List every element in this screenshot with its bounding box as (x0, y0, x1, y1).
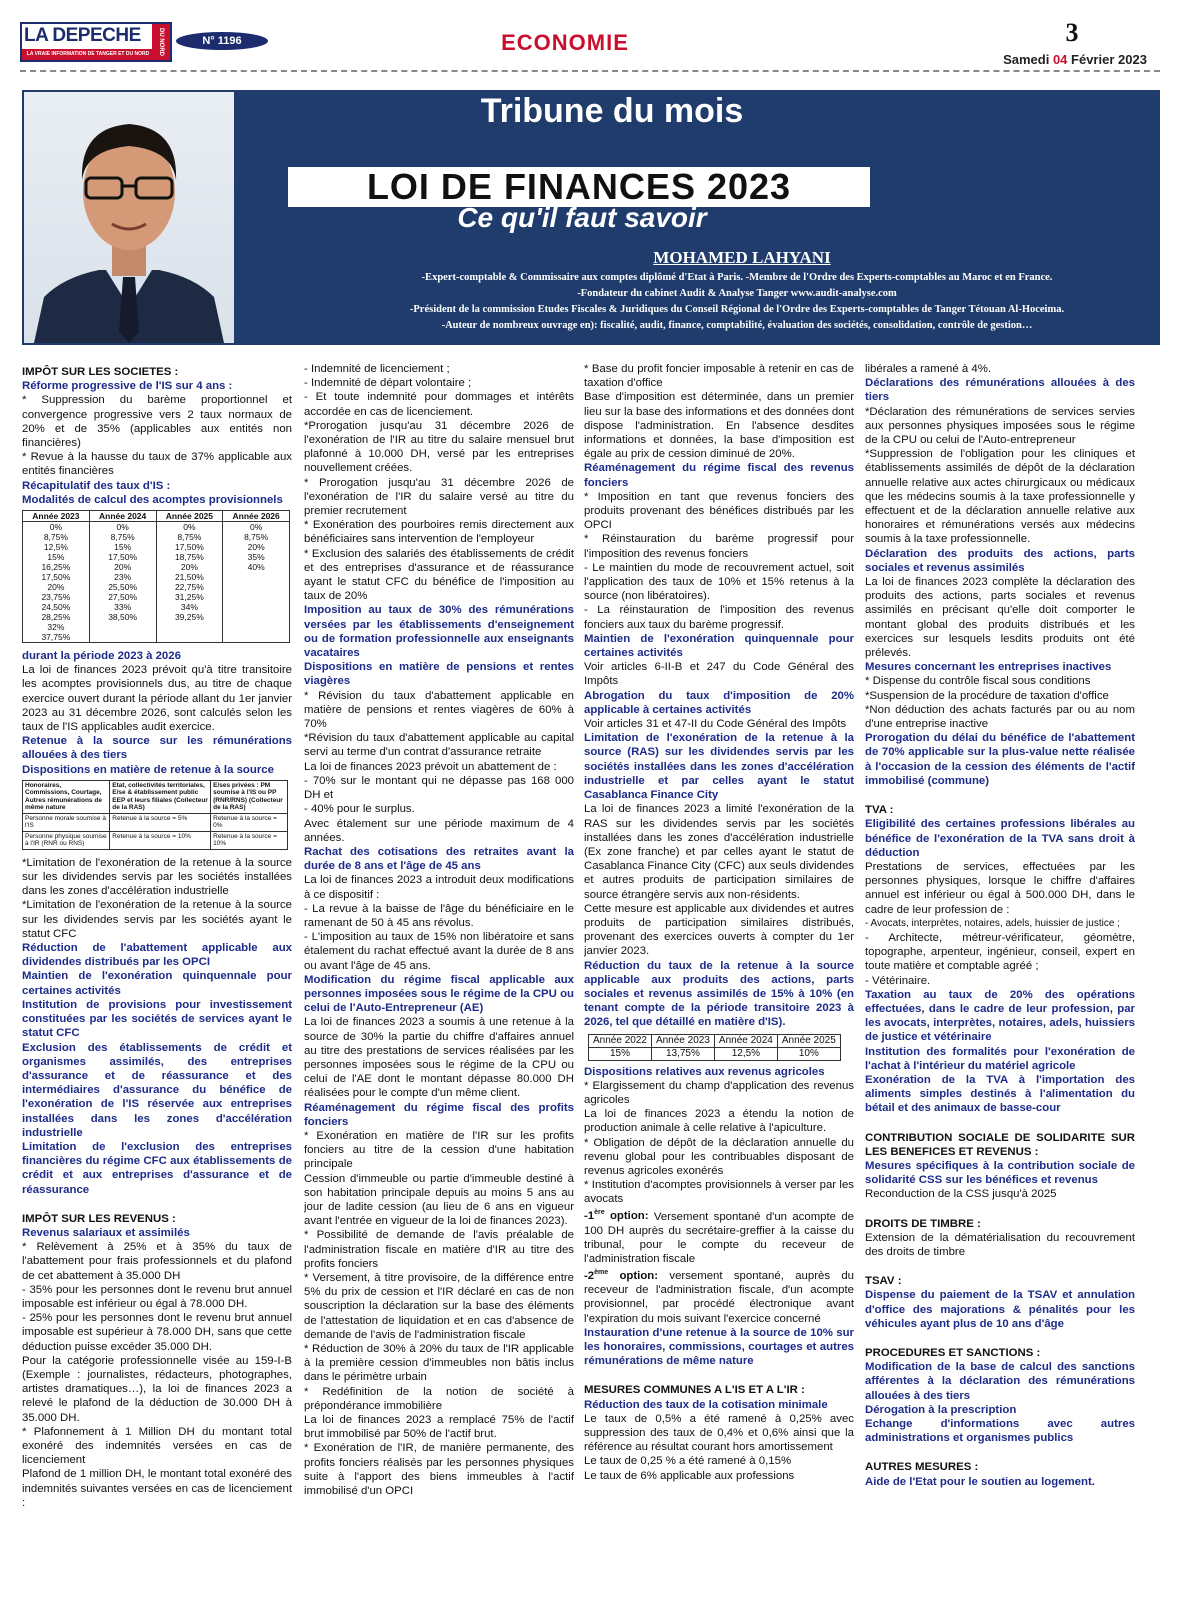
paragraph: La loi de finances 2023 a introduit deux modifications à ce dispositif : (304, 874, 574, 901)
logo-text: LA DEPECHE (24, 25, 141, 46)
bold-point: Mesures spécifiques à la contribution sociale de solidarité CSS sur les bénéfices et revenus (865, 1159, 1135, 1187)
paragraph: * Relèvement à 25% et à 35% du taux de l'abattement pour frais professionnels et du plafond de cet abattement à 35.000 DH (22, 1241, 292, 1282)
table-cell: 0% 8,75% 20% 35% 40% (223, 522, 290, 643)
paragraph: *Révision du taux d'abattement applicable au capital servi au terme d'un contrat d'assurance retraite (304, 732, 574, 759)
paragraph: *Déclaration des rémunérations de services servies aux personnes physiques imposées sous le régime de la CPU ou celui de l'Auto-entrepreneur (865, 405, 1135, 447)
paragraph: * Réduction de 30% à 20% du taux de l'IR applicable à la première cession d'immeubles non bâtis inclus dans le périmètre urbain (304, 1343, 574, 1384)
paragraph: * Possibilité de demande de l'avis préalable de l'administration fiscale en matière d'IR au titre des profits fonciers (304, 1229, 574, 1270)
paragraph: - 35% pour les personnes dont le revenu brut annuel imposable est inférieur ou égal à 78.000 DH. (22, 1283, 292, 1310)
table-cell: Retenue à la source = 0% (211, 813, 288, 831)
paragraph: * Plafonnement à 1 Million DH du montant total exonéré des indemnités versées en cas de licenciement (22, 1425, 292, 1467)
section-heading: CONTRIBUTION SOCIALE DE SOLIDARITE SUR LES BENEFICES ET REVENUS : (865, 1131, 1135, 1158)
paragraph: Cette mesure est applicable aux dividendes et autres produits de participation similaires distribués, provenant des exercices ouverts à compter du 1er janvier 2023. (584, 902, 854, 958)
author-name: MOHAMED LAHYANI (653, 248, 831, 267)
table-row (23, 813, 288, 831)
option-num: -2 (584, 1269, 595, 1282)
paragraph: Pour la catégorie professionnelle visée au 159-I-B (Exemple : journalistes, rédacteurs, photographes, artistes dramatiques…), la loi de finances 2023 a relevé le plafond de la déduction de 30.000 DH à 35.000 DH. (22, 1354, 292, 1424)
bold-point: Imposition au taux de 30% des rémunérations versées par les établissements d'enseignement ou de formation professionnelle aux enseignants vacataires (304, 604, 574, 660)
paragraph: - Indemnité de licenciement ; (304, 363, 450, 375)
bold-point: Maintien de l'exonération quinquennale pour certaines activités (584, 632, 854, 660)
author-credential: -Auteur de nombreux ouvrage en): fiscalité, audit, finance, comptabilité, évaluation des sociétés, consolidation, contrôle de gestion… (441, 320, 1033, 331)
paragraph: * Imposition en tant que revenus fonciers des produits provenant des bénéfices distribués par les OPCI (584, 490, 854, 532)
paragraph: * Révision du taux d'abattement applicable en matière de pensions et rentes viagères de 60% à 70% (304, 689, 574, 731)
paragraph: Voir articles 31 et 47-II du Code Général des Impôts (584, 718, 847, 731)
option-label: option: (608, 1269, 659, 1282)
table-header: Année 2024 (714, 1034, 777, 1047)
bold-point: Echange d'informations avec autres administrations et organismes publics (865, 1418, 1135, 1445)
bold-point: Modification du régime fiscal applicable aux personnes imposées sous le régime de la CPU ou celui de l'Auto-Entrepreneur (AE) (304, 973, 574, 1015)
paragraph: * Exonération de l'IR, de manière permanente, des profits fonciers réalisés par les personnes physiques suite à l'apport des biens immeubles à l'actif immobilisé d'un OPCI (304, 1442, 574, 1498)
paragraph: La loi de finances 2023 complète la déclaration des produits des actions, parts sociales et revenus assimilés en précisant qu'elle doit comporter le montant global des produits distribués et les exercices sur lesquels lesdits produits ont été prélevés. (865, 576, 1135, 660)
paragraph: - Avocats, interprètes, notaires, adels, huissier de justice ; (865, 917, 1120, 929)
table-header: Année 2023 (651, 1034, 714, 1047)
subheading: Revenus salariaux et assimilés (22, 1226, 190, 1239)
paragraph: *Suspension de la procédure de taxation d'office (865, 689, 1109, 702)
paragraph: * Versement, à titre provisoire, de la différence entre 5% du prix de cession et l'IR déclaré en cas de non souscription la déclaration sur la base des éléments de l'attestation de liquidation et en cas d'absence de demande de l'avis de l'administration fiscale (304, 1272, 574, 1341)
bold-point: Eligibilité des certaines professions libérales au bénéfice de l'exonération de la TVA sans droit à déduction (865, 818, 1135, 859)
paragraph: * Revue à la hausse du taux de 37% applicable aux entités financières (22, 451, 292, 478)
article-column-1 (22, 362, 292, 1594)
table-cell: 12,5% (714, 1047, 777, 1060)
paragraph: * Dispense du contrôle fiscal sous conditions (865, 675, 1091, 688)
table-header: Année 2022 (589, 1034, 652, 1047)
table-row (589, 1047, 841, 1060)
bold-point: Dispense du paiement de la TSAV et annulation d'office des majorations & pénalités pour les véhicules ayant plus de 10 ans d'âge (865, 1289, 1135, 1330)
subheading: Dispositions en matière de retenue à la source (22, 763, 274, 776)
paragraph: La loi de finances 2023 prévoit un abattement de : (304, 760, 557, 773)
table-cell: Retenue à la source = 10% (211, 831, 288, 849)
section-heading: IMPÔT SUR LES SOCIETES : (22, 366, 179, 378)
date-day: Samedi (1003, 52, 1050, 67)
option-1 (584, 1207, 854, 1267)
bold-point: Modification de la base de calcul des sanctions afférentes à la déclaration des rémunérations allouées à des tiers (865, 1361, 1135, 1402)
paragraph: *Non déduction des achats facturés par ou au nom d'une entreprise inactive (865, 703, 1135, 731)
bold-point: Limitation de l'exclusion des entreprises financières du régime CFC aux établissements de crédit et aux entreprises d'assurance et de réassurance (22, 1140, 292, 1196)
date-num: 04 (1052, 52, 1068, 67)
paragraph: - 70% sur le montant qui ne dépasse pas 168 000 DH et (304, 774, 574, 802)
article-column-4 (865, 362, 1135, 1594)
paragraph: *Limitation de l'exonération de la retenue à la source sur les dividendes servis par les sociétés installées dans les zones d'accélération industrielle (22, 856, 292, 898)
paragraph: - Et toute indemnité pour dommages et intérêts accordée en cas de licenciement. (304, 391, 574, 418)
author-photo (24, 92, 234, 343)
bold-point: Limitation de l'exonération de la retenue à la source (RAS) sur les dividendes servis par les sociétés installées dans les zones d'accélération industrielle et par celles ayant le statut Casablanca Finance City (584, 732, 854, 802)
paragraph: * Redéfinition de la notion de société à prépondérance immobilière (304, 1385, 574, 1412)
dashed-divider (20, 70, 1160, 72)
bold-point: Institution de provisions pour investissement constituées par les sociétés de services ayant le statut CFC (22, 998, 292, 1040)
paragraph: Extension de la dématérialisation du recouvrement des droits de timbre (865, 1231, 1135, 1258)
subheading: Modalités de calcul des acomptes provisionnels (22, 493, 283, 506)
author-credential: -Expert-comptable & Commissaire aux comptes diplômé d'Etat à Paris. -Membre de l'Ordre des Experts-comptables au Maroc et en France. (421, 272, 1053, 283)
paragraph: La loi de finances 2023 a étendu la notion de production animale à celle relative à l'apiculture. (584, 1108, 854, 1135)
ras-rates-table (588, 1034, 841, 1061)
bold-point: Maintien de l'exonération quinquennale pour certaines activités (22, 970, 292, 997)
table-cell: Personne morale soumise à l'IS (23, 813, 110, 831)
bold-point: Réduction du taux de la retenue à la source applicable aux produits des actions, parts sociales et revenus assimilés de 15% à 10% (en tenant compte de la période transitoire 2023 à 2026, tel que détaillé en matière d'IS). (584, 959, 854, 1029)
paragraph: Le taux de 0,5% a été ramené à 0,25% avec suppression des taux de 0,4% et 0,6% ainsi que la référence au résultat courant hors amortissement (584, 1412, 854, 1454)
bold-point: Exonération de la TVA à l'importation des aliments simples destinés à l'alimentation du bétail et des animaux de basse-cour (865, 1073, 1135, 1115)
option-num: -1 (584, 1210, 595, 1223)
option-text: versement spontané, auprès du receveur de l'administration fiscale, d'un acompte provisionnel, par procédé électronique avant l'expiration du mois suivant l'exercice concerné (584, 1269, 854, 1325)
bold-point: Réaménagement du régime fiscal des profits fonciers (304, 1101, 574, 1128)
bold-point: Aide de l'Etat pour le soutien au logement. (865, 1475, 1095, 1488)
paragraph: Avec étalement sur une période maximum de 4 années. (304, 817, 574, 844)
paragraph: libérales a ramené à 4%. (865, 363, 991, 375)
paragraph: Reconduction de la CSS jusqu'à 2025 (865, 1188, 1057, 1201)
bold-point: Instauration d'une retenue à la source de 10% sur les honoraires, commissions, courtages et autres rémunérations de même nature (584, 1326, 854, 1368)
subheading: durant la période 2023 à 2026 (22, 650, 181, 663)
main-title: LOI DE FINANCES 2023 (366, 166, 792, 207)
subheading: Retenue à la source sur les rémunérations allouées à des tiers (22, 735, 292, 762)
bold-point: Dérogation à la prescription (865, 1403, 1017, 1416)
article-column-3 (584, 362, 854, 1594)
paragraph: - La revue à la baisse de l'âge du bénéficiaire en le ramenant de 50 à 45 ans révolus. (304, 902, 574, 929)
section-heading: PROCEDURES ET SANCTIONS : (865, 1347, 1041, 1359)
bold-point: Abrogation du taux d'imposition de 20% applicable à certaines activités (584, 689, 854, 716)
paragraph: * Base du profit foncier imposable à retenir en cas de taxation d'office (584, 363, 854, 390)
author-credential: -Fondateur du cabinet Audit & Analyse Tanger www.audit-analyse.com (577, 288, 897, 299)
bold-point: Institution des formalités pour l'exonération de l'achat à l'intérieur du matériel agricole (865, 1045, 1135, 1072)
bold-point: Mesures concernant les entreprises inactives (865, 661, 1112, 674)
ras-table (22, 780, 288, 850)
table-header-row (23, 511, 290, 522)
paragraph: * Exclusion des salariés des établissements de crédit et des entreprises d'assurance et de réassurance ayant le statut CFC du bénéfice de l'imposition au taux de 20% (304, 547, 574, 603)
tribune-title: Tribune du mois (480, 92, 744, 130)
bold-point: Taxation au taux de 20% des opérations effectuées, dans le cadre de leur profession, par les avocats, interprètes, notaires, adels, huissiers de justice et vétérinaire (865, 988, 1135, 1044)
bold-point: Déclarations des rémunérations allouées à des tiers (865, 377, 1135, 404)
paragraph: * Réinstauration du barème progressif pour l'imposition des revenus fonciers (584, 533, 854, 560)
option-sup: ème (594, 1269, 609, 1277)
paragraph: - Indemnité de départ volontaire ; (304, 377, 472, 390)
bold-point: Réaménagement du régime fiscal des revenus fonciers (584, 462, 854, 489)
newspaper-logo[interactable] (20, 22, 172, 62)
paragraph: - Architecte, métreur-vérificateur, géomètre, topographe, arpenteur, ingénieur, conseil, expert en toute matière et comptable agréé ; (865, 931, 1135, 973)
table-row (23, 831, 288, 849)
logo-tagline: LA VRAIE INFORMATION DE TANGER ET DU NORD (22, 49, 154, 60)
bold-point: Rachat des cotisations des retraites avant la durée de 8 ans et l'âge de 45 ans (304, 845, 574, 873)
table-header-row (23, 780, 288, 813)
logo-side-text: DU NORD (152, 24, 170, 60)
table-cell: Retenue à la source = 10% (110, 831, 211, 849)
table-header: Etat, collectivités territoriales, E/se & établissement public EEP et leurs filiales (Collecteur de la RAS) (110, 780, 211, 813)
subheading: Récapitulatif des taux d'IS : (22, 479, 171, 492)
paragraph: La loi de finances 2023 a limité l'exonération de la RAS sur les dividendes servis par les sociétés installées dans les zones d'accélération industrielle (Ex zone franche) et par celles ayant le statut de Casablanca Finance City (CFC) aux seuls dividendes et autres produits de participation similaires de source étrangère servis aux non-résidents. (584, 803, 854, 901)
main-title-box (288, 167, 870, 207)
bold-point: Déclaration des produits des actions, parts sociales et revenus assimilés (865, 547, 1135, 574)
paragraph: * Suppression du barème proportionnel et convergence progressive vers 2 taux normaux de 20% et de 35% (applicables aux entités non financières) (22, 394, 292, 450)
bold-point: Exclusion des établissements de crédit et organismes assimilés, des entreprises d'assurance et de réassurance et des intermédiaires d'assurance du bénéfice de l'exonération de l'IS réservée aux entreprises installées dans les zones d'accélération industrielle (22, 1041, 292, 1139)
table-header: E/ses privées : PM soumise à l'IS ou PP (RNR/RNS) (Collecteur de la RAS) (211, 780, 288, 813)
is-rates-table (22, 510, 290, 643)
paragraph: Base d'imposition est déterminée, dans un premier lieu sur la base des informations et des données dont dispose l'administration. En l'absence desdites informations et données, la base d'imposition est égale au prix de cession diminué de 20%. (584, 391, 854, 461)
bold-point: Dispositions relatives aux revenus agricoles (584, 1065, 825, 1078)
section-title: ECONOMIE (501, 30, 629, 55)
paragraph: La loi de finances 2023 a soumis à une retenue à la source de 30% la partie du chiffre d'affaires annuel au titre des prestations de services réalisées par les personnes imposées sous le régime de la CPU ou celui de l'AE dont le montant dépasse 80.000 DH réalisées pour le compte d'un même client. (304, 1016, 574, 1100)
section-heading: TSAV : (865, 1275, 902, 1288)
table-header: Année 2025 (156, 511, 223, 522)
paragraph: Voir articles 6-II-B et 247 du Code Général des Impôts (584, 661, 854, 688)
table-header-row (589, 1034, 841, 1047)
masthead (0, 0, 1178, 80)
option-label: option: (604, 1210, 649, 1223)
table-row (23, 522, 290, 643)
paragraph: *Prorogation jusqu'au 31 décembre 2026 de l'exonération de l'IR au titre du salaire mensuel brut plafonné à 10.000 DH, versé par les entreprises nouvellement créées. (304, 419, 574, 475)
table-cell: 0% 8,75% 15% 17,50% 20% 23% 25,50% 27,50% 33% 38,50% (89, 522, 156, 643)
paragraph: * Obligation de dépôt de la déclaration annuelle du revenu global pour les contribuables disposant de revenus agricoles exonérés (584, 1136, 854, 1177)
paragraph: Cession d'immeuble ou partie d'immeuble destiné à son habitation principale depuis au moins 5 ans au jour de ladite cession (au lieu de 6 ans en vigueur avant l'entrée en vigueur de la loi de finances 2023). (304, 1172, 574, 1228)
paragraph: La loi de finances 2023 prévoit qu'à titre transitoire les acomptes provisionnels dus, au titre de chaque exercice ouvert durant la période allant du 1er janvier 2023 au 31 décembre 2026, sont calculés selon les taux de l'IS applicables audit exercice. (22, 664, 292, 734)
table-cell: 0% 8,75% 12,5% 15% 16,25% 17,50% 20% 23,75% 24,50% 28,25% 32% 37,75% (23, 522, 90, 643)
date-rest: Février 2023 (1071, 52, 1147, 67)
paragraph: - Vétérinaire. (865, 974, 931, 987)
paragraph: Prestations de services, effectuées par les personnes physiques, lorsque le chiffre d'affaires annuel est inférieur ou égal à 500.000 DH, dans le cadre de leur profession de : (865, 860, 1135, 916)
bold-point: Dispositions en matière de pensions et rentes viagères (304, 661, 574, 688)
section-heading: MESURES COMMUNES A L'IS ET A L'IR : (584, 1384, 805, 1397)
author-portrait-icon (24, 92, 234, 343)
table-header: Année 2023 (23, 511, 90, 522)
publication-date (1000, 52, 1150, 67)
paragraph: Plafond de 1 million DH, le montant total exonéré des indemnités suivantes versées en cas de licenciement : (22, 1468, 292, 1509)
table-cell: Retenue à la source = 5% (110, 813, 211, 831)
table-cell: 15% (589, 1047, 652, 1060)
paragraph: - La réinstauration de l'imposition des revenus fonciers aux taux du barème progressif. (584, 604, 854, 631)
paragraph: * Elargissement du champ d'application des revenus agricoles (584, 1079, 854, 1106)
paragraph: *Suppression de l'obligation pour les cliniques et établissements assimilés de dépôt de la déclaration annuelle relative aux actes chirurgicaux ou médicaux que les médecins soumis à la taxe professionnelle y effectuent et de la déclaration annuelle relative aux honoraires et rémunérations versés aux médecins soumis à la taxe professionnelle. (865, 448, 1135, 546)
table-header: Honoraires, Commissions, Courtage, Autres rémunérations de même nature (23, 780, 110, 813)
table-header: Année 2025 (777, 1034, 840, 1047)
paragraph: - 40% pour le surplus. (304, 803, 415, 816)
table-cell: Personne physique soumise à l'IR (RNR ou RNS) (23, 831, 110, 849)
article-column-2 (304, 362, 574, 1594)
table-cell: 13,75% (651, 1047, 714, 1060)
table-header: Année 2024 (89, 511, 156, 522)
subtitle: Ce qu'il faut savoir (457, 202, 707, 233)
paragraph: Le taux de 6% applicable aux professions (584, 1469, 795, 1482)
paragraph: - L'imposition au taux de 15% non libératoire et sans étalement du rachat effectué avant la durée de 8 ans ou avant l'âge de 45 ans. (304, 931, 574, 972)
subheading: Réforme progressive de l'IS sur 4 ans : (22, 380, 233, 393)
paragraph: - 25% pour les personnes dont le revenu brut annuel imposable est supérieur à 78.000 DH, sans que cette déduction puisse excéder 35.000 DH. (22, 1312, 292, 1353)
paragraph: Le taux de 0,25 % a été ramené à 0,15% (584, 1455, 792, 1468)
option-text: Versement spontané d'un acompte de 100 DH auprès du secrétaire-greffier à la caisse du tribunal, pour le compte du receveur de l'administration fiscale (584, 1210, 854, 1265)
table-cell: 0% 8,75% 17,50% 18,75% 20% 21,50% 22,75% 31,25% 34% 39,25% (156, 522, 223, 643)
issue-number: N° 1196 (176, 32, 268, 50)
section-heading: TVA : (865, 804, 894, 817)
paragraph: *Limitation de l'exonération de la retenue à la source sur les dividendes servis par les sociétés ayant le statut CFC (22, 899, 292, 940)
paragraph: La loi de finances 2023 a remplacé 75% de l'actif brut immobilisé par 50% de l'actif brut. (304, 1414, 574, 1441)
paragraph: * Exonération en matière de l'IR sur les profits fonciers au titre de la cession d'une habitation principale (304, 1129, 574, 1171)
bold-point: Prorogation du délai du bénéfice de l'abattement de 70% applicable sur la plus-value nette réalisée à l'occasion de la cession des éléments de l'actif immobilisé (commune) (865, 732, 1135, 787)
section-heading: DROITS DE TIMBRE : (865, 1217, 981, 1230)
table-header: Année 2026 (223, 511, 290, 522)
option-sup: ère (594, 1209, 605, 1217)
paragraph: * Exonération des pourboires remis directement aux bénéficiaires sans intervention de l'employeur (304, 519, 574, 546)
section-heading: IMPÔT SUR LES REVENUS : (22, 1212, 176, 1225)
tribune-banner (22, 90, 1160, 345)
section-heading: AUTRES MESURES : (865, 1461, 979, 1474)
option-2 (584, 1266, 854, 1326)
paragraph: - Le maintien du mode de recouvrement actuel, soit l'application des taux de 10% et 15% retenus à la source (non libératoires). (584, 561, 854, 603)
table-cell: 10% (777, 1047, 840, 1060)
paragraph: * Institution d'acomptes provisionnels à verser par les avocats (584, 1179, 854, 1206)
author-credential: -Président de la commission Etudes Fiscales & Juridiques du Conseil Régional de l'Ordre des Experts-comptables de Tanger Tétouan Al-Hoceima. (409, 304, 1065, 315)
bold-point: Réduction de l'abattement applicable aux dividendes distribués par les OPCI (22, 942, 292, 969)
bold-point: Réduction des taux de la cotisation minimale (584, 1398, 828, 1411)
paragraph: * Prorogation jusqu'au 31 décembre 2026 de l'exonération de l'IR du salaire versé au titre du premier recrutement (304, 476, 574, 518)
page-number: 3 (1065, 18, 1079, 47)
